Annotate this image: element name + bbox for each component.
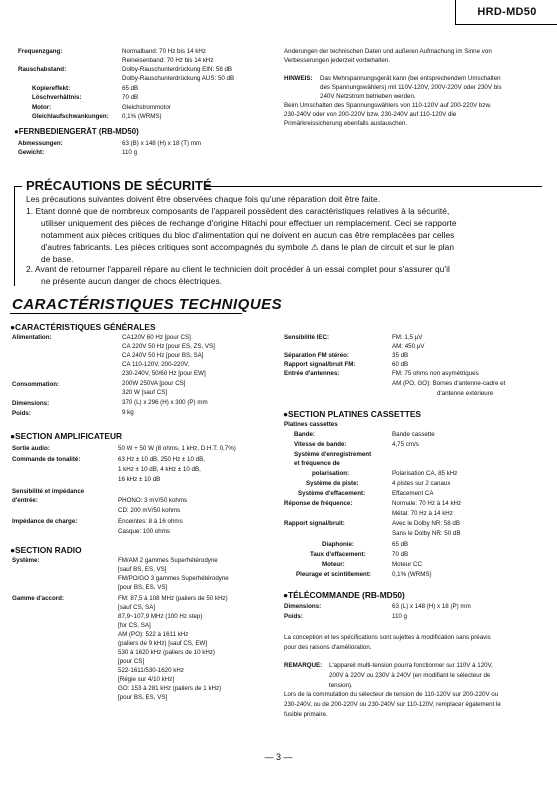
spec-label: Taux d'effacement: bbox=[310, 551, 366, 558]
spec-value: Normale: 70 Hz à 14 kHz bbox=[392, 500, 462, 507]
spec-label: Sensibilité et impédance bbox=[12, 488, 85, 495]
de-value: Normalband: 70 Hz bis 14 kHz bbox=[122, 48, 206, 55]
spec-value: [pour CS] bbox=[118, 658, 145, 665]
spec-value: [for CS, SA] bbox=[118, 622, 151, 629]
spec-value: AM (PO): 522 à 1611 kHz bbox=[118, 631, 189, 638]
de-notice: Verbesserungen jederzeit vorbehalten. bbox=[284, 57, 390, 64]
precautions-line: 2. Avant de retourner l'appareil répare au client le technicien doit procéder à un essai complet pour s'assurer qu'il bbox=[26, 264, 450, 274]
spec-label: et fréquence de bbox=[294, 460, 340, 467]
de-beim: 230-240V oder von 200-220V bzw. 230-240V auf 110-120V die bbox=[284, 111, 457, 118]
de-beim: Beim Umschalten des Spannungswählers von 110-120V auf 200-220V bzw. bbox=[284, 102, 492, 109]
spec-value: [pour BS, ES, VS] bbox=[118, 584, 168, 591]
de-value: Dolby-Rauschunterdrückung EIN: 58 dB bbox=[122, 66, 233, 73]
spec-value: 110 g bbox=[392, 613, 408, 620]
remarque-text: 200V à 220V ou 230V à 240V (en modifiant le sélecteur de bbox=[329, 672, 491, 679]
precautions-title: PRÉCAUTIONS DE SÉCURITÉ bbox=[26, 178, 212, 193]
spec-value: 60 dB bbox=[392, 361, 409, 368]
de-remote-title: ●FERNBEDIENGERÄT (RB-MD50) bbox=[14, 127, 139, 136]
de-hinweis: 240V Netzstrom betrieben werden. bbox=[320, 93, 416, 100]
precautions-line: de base. bbox=[41, 254, 74, 264]
spec-value: 87,9~107,9 MHz (100 Hz step) bbox=[118, 613, 203, 620]
spec-value: 0,1% (WRMS) bbox=[392, 571, 432, 578]
de-label: Rauschabstand: bbox=[18, 66, 67, 73]
spec-value: CA 220V 50 Hz [pour ES, ZS, VS] bbox=[122, 343, 215, 350]
spec-value: 50 W + 50 W (8 ohms, 1 kHz, D.H.T. 0,7%) bbox=[118, 445, 236, 452]
de-label: Frequenzgang: bbox=[18, 48, 63, 55]
de-label: Motor: bbox=[32, 104, 52, 111]
page-number: — 3 — bbox=[264, 752, 293, 762]
spec-label: Alimentation: bbox=[12, 334, 52, 341]
de-label: Kopiereffekt: bbox=[32, 85, 71, 92]
spec-value: 230-240V, 50/60 Hz [pour EW] bbox=[122, 370, 206, 377]
de-notice: Anderungen der technischen Daten und außeren Aufmachung im Sinne von bbox=[284, 48, 492, 55]
spec-label: Réponse de fréquence: bbox=[284, 500, 353, 507]
remarque-text: L'appareil multi-tension pourra fonctionner sur 110V à 120V, bbox=[329, 662, 493, 669]
de-label: Abmessungen: bbox=[18, 140, 63, 147]
lors-text: 230-240V, ou de 200-220V ou 230-240V sur 110-120V, remplacer également le bbox=[284, 701, 501, 708]
spec-label: Impédance de charge: bbox=[12, 518, 78, 525]
de-hinweis-label: HINWEIS: bbox=[284, 75, 313, 82]
spec-value: [sauf CS, SA] bbox=[118, 604, 156, 611]
spec-value: CA120V 60 Hz [pour CS] bbox=[122, 334, 191, 341]
spec-value: [Régie sur 4/10 kHz] bbox=[118, 676, 175, 683]
spec-value: 1 kHz ± 10 dB, 4 kHz ± 10 dB, bbox=[118, 466, 201, 473]
spec-value: Bande cassette bbox=[392, 431, 435, 438]
spec-title: CARACTÉRISTIQUES TECHNIQUES bbox=[12, 296, 283, 313]
spec-label: Système d'effacement: bbox=[298, 490, 366, 497]
precautions-frame-top-left bbox=[14, 186, 22, 187]
spec-value: 9 kg bbox=[122, 409, 134, 416]
spec-value: 35 dB bbox=[392, 352, 409, 359]
spec-label: Rapport signal/bruit FM: bbox=[284, 361, 356, 368]
spec-value: Polarisation CA, 85 kHz bbox=[392, 470, 458, 477]
lors-text: fusible primaire. bbox=[284, 711, 328, 718]
spec-label: d'entrée: bbox=[12, 497, 38, 504]
spec-label: Système de piste: bbox=[306, 480, 359, 487]
de-value: 70 dB bbox=[122, 94, 139, 101]
spec-label: Diaphonie: bbox=[322, 541, 354, 548]
de-value: 110 g bbox=[122, 149, 138, 156]
spec-label: Poids: bbox=[284, 613, 303, 620]
spec-value: [pour BS, ES, VS] bbox=[118, 694, 168, 701]
spec-label: Pleurage et scintillement: bbox=[296, 571, 371, 578]
spec-label: Commande de tonalité: bbox=[12, 456, 81, 463]
de-label: Gleichlaufschwankungen: bbox=[32, 113, 109, 120]
spec-value: 70 dB bbox=[392, 551, 409, 558]
radio-title: ●SECTION RADIO bbox=[10, 545, 82, 555]
spec-value: FM/AM 2 gammes Superhétérodyne bbox=[118, 557, 218, 564]
de-value: 65 dB bbox=[122, 85, 139, 92]
spec-label: Système: bbox=[12, 557, 40, 564]
spec-value: CA 240V 50 Hz [pour BS, SA] bbox=[122, 352, 204, 359]
de-value: Dolby-Rauschunterdrückung AUS: 50 dB bbox=[122, 75, 235, 82]
spec-value: 530 à 1620 kHz (paliers de 10 kHz) bbox=[118, 649, 215, 656]
de-label: Gewicht: bbox=[18, 149, 45, 156]
cassette-sub: Platines cassettes bbox=[284, 421, 338, 428]
spec-label: Bande: bbox=[294, 431, 315, 438]
spec-value: 63 (L) x 148 (H) x 18 (P) mm bbox=[392, 603, 471, 610]
spec-label: Sensibilité IEC: bbox=[284, 334, 330, 341]
spec-value: 16 kHz ± 10 dB bbox=[118, 476, 161, 483]
spec-value: 370 (L) x 296 (H) x 300 (P) mm bbox=[122, 399, 208, 406]
spec-value: 63 Hz ± 10 dB, 250 Hz ± 10 dB, bbox=[118, 456, 205, 463]
de-hinweis: Das Mehrspannungsgerät kann (bei entsprechendem Umschalten bbox=[320, 75, 501, 82]
spec-label: Moteur: bbox=[322, 561, 345, 568]
lors-text: Lors de la commutation du sélecteur de tension de 110-120V sur 200-220V ou bbox=[284, 691, 499, 698]
precautions-line: d'autres fabricants. Les pièces critiques sont accompagnés du symbole ⚠ dans le plan de circuit et sur le plan bbox=[41, 242, 455, 252]
spec-label: Dimensions: bbox=[284, 603, 322, 610]
spec-value: (paliers de 9 kHz) [sauf CS, EW] bbox=[118, 640, 208, 647]
spec-value: CD: 200 mV/50 kohms bbox=[118, 507, 181, 514]
spec-value: PHONO: 3 mV/50 kohms bbox=[118, 497, 188, 504]
precautions-line: ne présente aucun danger de chocs électriques. bbox=[41, 276, 223, 286]
de-value: Reineisenband: 70 Hz bis 14 kHz bbox=[122, 57, 214, 64]
spec-value: Enceintes: 8 à 16 ohms bbox=[118, 518, 183, 525]
cassette-title: ●SECTION PLATINES CASSETTES bbox=[283, 409, 421, 419]
remote-title: ●TÉLÉCOMMANDE (RB-MD50) bbox=[283, 590, 405, 600]
conception-note: pour des raisons d'amélioration. bbox=[284, 644, 372, 651]
de-beim: Primärkreissicherung ebenfalls austauschen. bbox=[284, 120, 408, 127]
spec-label: polarisation: bbox=[312, 470, 350, 477]
precautions-line: notamment aux pièces critiques du bloc d'alimentation qui ne doivent en aucun cas être remplacées par celles bbox=[41, 230, 455, 240]
general-title: ●CARACTÉRISTIQUES GÉNÉRALES bbox=[10, 322, 156, 332]
precautions-line: 1. Etant donné que de nombreux composants de l'appareil possèdent des caractéristiques relatives à la sécurité, bbox=[26, 206, 450, 216]
spec-label: Séparation FM stéréo: bbox=[284, 352, 349, 359]
de-hinweis: des Spannungswählers) mit 110V-120V, 200V-220V oder 230V bis bbox=[320, 84, 502, 91]
spec-value: Sans le Dolby NR: 50 dB bbox=[392, 530, 461, 537]
remarque-label: REMARQUE: bbox=[284, 662, 323, 669]
spec-value: Effacement CA bbox=[392, 490, 434, 497]
spec-value: 320 W [sauf CS] bbox=[122, 389, 168, 396]
spec-value: 65 dB bbox=[392, 541, 409, 548]
spec-label: Vitesse de bande: bbox=[294, 441, 347, 448]
amp-title: ●SECTION AMPLIFICATEUR bbox=[10, 431, 123, 441]
spec-value: Casque: 100 ohms bbox=[118, 528, 170, 535]
remarque-text: tension). bbox=[329, 682, 353, 689]
spec-value: FM: 87,5 à 108 MHz (paliers de 50 kHz) bbox=[118, 595, 228, 602]
spec-label: Consommation: bbox=[12, 381, 60, 388]
spec-value: AM: 450 μV bbox=[392, 343, 425, 350]
spec-value: 522-1611/530-1620 kHz bbox=[118, 667, 184, 674]
de-value: 63 (B) x 148 (H) x 18 (T) mm bbox=[122, 140, 202, 147]
spec-value: Avec le Dolby NR: 58 dB bbox=[392, 520, 460, 527]
spec-label: Système d'enregistrement bbox=[294, 451, 372, 458]
model-number: HRD-MD50 bbox=[455, 0, 557, 25]
spec-label: Sortie audio: bbox=[12, 445, 50, 452]
spec-value: GO: 153 à 281 kHz (paliers de 1 kHz) bbox=[118, 685, 222, 692]
spec-value: FM: 1,5 μV bbox=[392, 334, 423, 341]
spec-value: [sauf BS, ES, VS] bbox=[118, 566, 167, 573]
spec-value: FM: 75 ohms non asymétriques bbox=[392, 370, 479, 377]
spec-value: 200W 250VA [pour CS] bbox=[122, 380, 186, 387]
spec-value: Métal: 70 Hz à 14 kHz bbox=[392, 510, 453, 517]
spec-label: Dimensions: bbox=[12, 400, 50, 407]
spec-value: d'antenne extérieure bbox=[437, 390, 494, 397]
de-label: Löschverhältnis: bbox=[32, 94, 82, 101]
precautions-frame bbox=[14, 186, 15, 286]
de-value: Gleichstrommotor bbox=[122, 104, 171, 111]
spec-value: 4,75 cm/s bbox=[392, 441, 419, 448]
spec-label: Gamme d'accord: bbox=[12, 595, 65, 602]
conception-note: La conception et les spécifications sont sujettes à modification sans préavis bbox=[284, 634, 491, 641]
spec-value: CA 110-120V, 200-220V, bbox=[122, 361, 190, 368]
spec-value: FM/PO/GO 3 gammes Superhétérodyne bbox=[118, 575, 229, 582]
precautions-line: utiliser uniquement des pièces de rechange d'origine Hitachi pour effectuer un remplacement. Ceci se rapporte bbox=[41, 218, 457, 228]
spec-label: Rapport signal/bruit: bbox=[284, 520, 345, 527]
spec-label: Entrée d'antennes: bbox=[284, 370, 340, 377]
precautions-frame-top-right bbox=[206, 186, 542, 187]
spec-value: AM (PO, GO): Bornes d'antenne-cadre et bbox=[392, 380, 506, 387]
spec-title-underline bbox=[10, 313, 242, 314]
spec-value: 4 pistes sur 2 canaux bbox=[392, 480, 451, 487]
de-value: 0,1% (WRMS) bbox=[122, 113, 162, 120]
spec-label: Poids: bbox=[12, 410, 31, 417]
precautions-line: Les précautions suivantes doivent être observées chaque fois qu'une réparation doit être faite. bbox=[26, 194, 381, 204]
spec-value: Moteur CC bbox=[392, 561, 422, 568]
